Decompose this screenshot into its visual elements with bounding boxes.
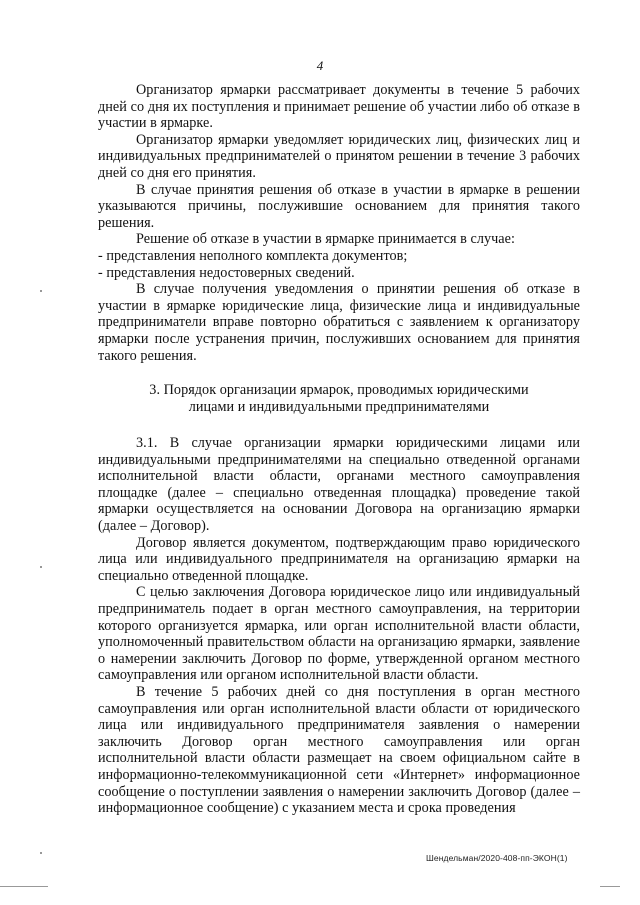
scan-edge-line xyxy=(600,886,620,887)
scan-speck xyxy=(40,566,42,568)
document-body xyxy=(98,82,580,817)
list-item: - представления неполного комплекта документов; xyxy=(98,247,408,264)
list-item: - представления недостоверных сведений. xyxy=(98,264,355,281)
paragraph-review-period: Организатор ярмарки рассматривает документы в течение 5 рабочих дней со дня их поступления и принимает решение об участии либо об отказе в участии в ярмарке. xyxy=(98,82,580,132)
paragraph-refusal-cases: Решение об отказе в участии в ярмарке принимается в случае: xyxy=(136,231,515,248)
paragraph-refusal-reasons: В случае принятия решения об отказе в участии в ярмарке в решении указываются причины, послужившие основанием для принятия такого решения. xyxy=(98,181,580,231)
paragraph-notification: Организатор ярмарки уведомляет юридических лиц, физических лиц и индивидуальных предпринимателей о принятом решении в течение 3 рабочих дней со дня его принятия. xyxy=(98,131,580,181)
page-number: 4 xyxy=(316,58,324,73)
section-heading-line: лицами и индивидуальными предпринимателями xyxy=(188,399,490,416)
paragraph-reapply: В случае получения уведомления о принятии решения об отказе в участии в ярмарке юридические лица, физические лица и индивидуальные предприниматели вправе повторно обратиться с заявлением к организатору ярмарки после устранения причин, послуживших основанием для принятия такого решения. xyxy=(98,281,580,364)
scan-speck xyxy=(40,290,42,292)
scan-edge-line xyxy=(0,886,48,887)
paragraph-application: С целью заключения Договора юридическое лицо или индивидуальный предприниматель подает в орган местного самоуправления, на территории которого организуется ярмарка, или орган исполнительной власти области, уполномоченный правительством области на организацию ярмарки, заявление о намерении заключить Договор по форме, утвержденной органом местного самоуправления или органом исполнительной власти области. xyxy=(98,584,580,684)
paragraph-3-1: 3.1. В случае организации ярмарки юридическими лицами или индивидуальными предпринимателями на специально отведенной органами исполнительной власти области, органами местного самоуправления площадке (далее – специально отведенная площадка) проведение такой ярмарки осуществляется на основании Договора на организацию ярмарки (далее – Договор). xyxy=(98,435,580,535)
document-footer-code: Шендельман/2020-408-пп-ЭКОН(1) xyxy=(426,853,568,863)
paragraph-contract-definition: Договор является документом, подтверждающим право юридического лица или индивидуального предпринимателя на организацию ярмарки на специально отведенной площадке. xyxy=(98,534,580,584)
section-heading xyxy=(98,382,580,416)
scan-speck xyxy=(40,852,42,854)
paragraph-information-message: В течение 5 рабочих дней со дня поступления в орган местного самоуправления или орган исполнительной власти области от юридического лица или индивидуального предпринимателя заявления о намерении заключить Договор орган местного самоуправления или орган исполнительной власти области размещает на своем официальном сайте в информационно-телекоммуникационной сети «Интернет» информационное сообщение о поступлении заявления о намерении заключить Договор (далее – информационное сообщение) с указанием места и срока проведения xyxy=(98,684,580,817)
section-heading-line: 3. Порядок организации ярмарок, проводимых юридическими xyxy=(149,382,529,399)
